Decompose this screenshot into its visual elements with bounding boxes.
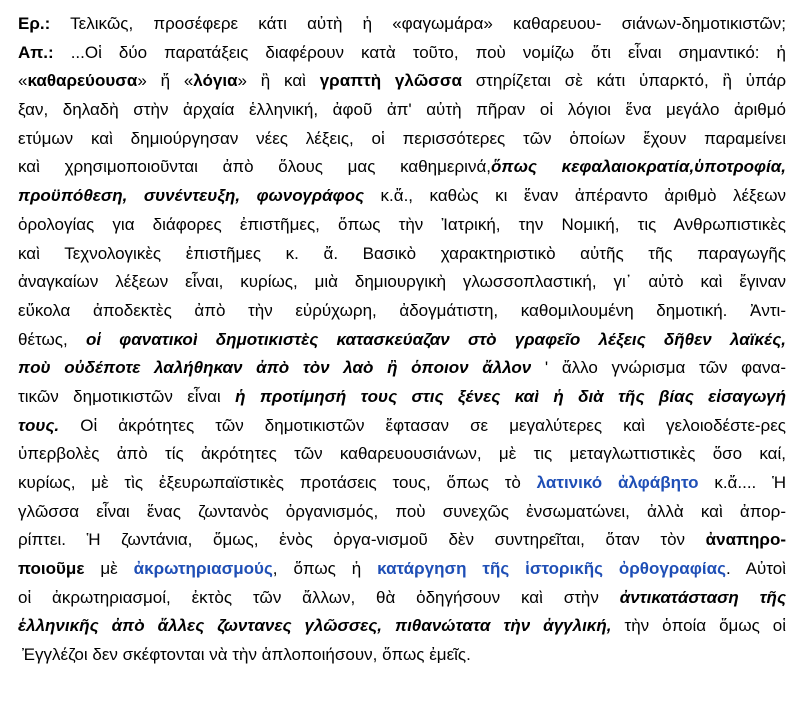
bold-italic-text: ἡ προτίμησή τους στις ξένες καὶ ἡ διὰ τῆς βίας εἰσαγωγή — [235, 386, 786, 406]
body-text: « — [18, 71, 28, 91]
body-text: εὔκολα ἀποδεκτὲς ἀπὸ τὴν εὐρύχωρη, ἀδογμάτιστη, καθομιλουμένη δημοτική. Ἀντι- — [18, 300, 786, 320]
body-text: Τελικῶς, προσέφερε κάτι αὐτὴ ἡ «φαγωμάρα» καθαρευου- σιάνων-δημοτικιστῶν; — [50, 14, 786, 33]
body-text: οἱ ἀκρωτηριασμοί, ἐκτὸς τῶν ἄλλων, θὰ ὁδηγήσουν καὶ στὴν — [18, 587, 620, 607]
bold-text: γραπτὴ γλῶσσα — [319, 71, 462, 91]
body-text: γλῶσσα εἶναι ἕνας ζωντανὸς ὀργανισμός, ποὺ συνεχῶς ἐνσωματώνει, ἀλλὰ καὶ ἀπορ- — [18, 501, 786, 521]
bold-italic-text: οἱ φανατικοὶ δημοτικιστὲς κατασκεύαζαν στὸ γραφεῖο λέξεις δῆθεν λαϊκές, — [85, 329, 786, 349]
body-text: στηρίζεται σὲ κάτι ὑπαρκτό, ἢ ὑπάρ — [461, 71, 786, 91]
highlighted-term: λατινικό ἀλφάβητο — [536, 473, 699, 492]
text-line — [18, 153, 786, 182]
text-line — [18, 211, 786, 240]
body-text: ἀναγκαίων λέξεων εἶναι, κυρίως, μιὰ δημιουργικὴ γλωσσοπλαστική, γι᾽ αὐτὸ καὶ ἔγιναν — [18, 272, 786, 292]
highlighted-term: ἀκρωτηριασμούς — [133, 559, 273, 579]
text-line — [18, 383, 786, 412]
body-text: , ὅπως ἡ — [272, 559, 378, 579]
bold-italic-text: ἀντικατάσταση τῆς — [619, 587, 786, 607]
body-text: κ.ἄ.... Ἡ — [698, 473, 787, 492]
body-text: μὲ — [84, 559, 134, 579]
text-line — [18, 612, 786, 641]
text-line — [18, 354, 786, 383]
text-line — [18, 182, 786, 211]
body-text: » ἢ καὶ — [237, 71, 320, 91]
body-text: ὑπερβολὲς ἀπὸ τίς ἀκρότητες τῶν καθαρευουσιάνων, μὲ τις μεταγλωττιστικὲς ὅσο καί, — [18, 444, 786, 464]
highlighted-term: κατάργηση τῆς ἱστορικῆς ὀρθογραφίας — [377, 559, 726, 579]
text-line — [18, 469, 786, 498]
bold-text: καθαρεύουσα — [27, 71, 138, 91]
body-text: καὶ Τεχνολογικὲς ἐπιστῆμες κ. ἄ. Βασικὸ χαρακτηριστικὸ αὐτῆς τῆς παραγωγῆς — [18, 243, 786, 263]
text-line — [18, 240, 786, 269]
body-text: ξαν, δηλαδὴ στὴν ἀρχαία ἑλληνική, ἀφοῦ ἀπ' αὐτὴ πῆραν οἱ λόγιοι ἕνα μεγάλο ἀριθμό — [18, 100, 786, 120]
text-line — [18, 297, 786, 326]
body-text: ὁρολογίας για διάφορες ἐπιστῆμες, ὅπως τὴν Ἰατρική, την Νομική, τις Ανθρωπιστικὲς — [18, 214, 786, 234]
bold-text: Ερ.: — [18, 14, 51, 33]
text-line — [18, 641, 786, 670]
text-line — [18, 440, 786, 469]
text-line — [18, 67, 786, 96]
text-line — [18, 326, 786, 355]
body-text: ετύμων καὶ δημιούργησαν νέες λέξεις, οἱ περισσότερες τῶν ὁποίων ἔχουν παραμείνει — [18, 128, 786, 148]
body-text: τὴν ὁποία ὅμως οἱ — [611, 616, 786, 636]
bold-text: λόγια — [193, 71, 238, 91]
text-line — [18, 39, 786, 68]
bold-italic-text: ὅπως κεφαλαιοκρατία,ὑποτροφία, — [491, 157, 786, 177]
text-line — [18, 412, 786, 441]
bold-text: ἀναπηρο- — [705, 530, 786, 550]
text-line — [18, 584, 786, 613]
text-line — [18, 96, 786, 125]
body-text: κ.ἄ., καθὼς κι ἕναν ἀπέραντο ἀριθμὸ λέξεων — [364, 186, 786, 206]
body-text: . Αὐτοὶ — [725, 559, 786, 579]
text-line — [18, 555, 786, 584]
body-text: ...Οἱ δύο παρατάξεις διαφέρουν κατὰ τοῦτο, ποὺ νομίζω ὅτι εἶναι σημαντικό: ἡ — [53, 42, 786, 62]
text-line — [18, 498, 786, 527]
bold-italic-text: ἑλληνικῆς ἀπὸ ἄλλες ζωντανες γλῶσσες, πιθανώτατα τὴν ἀγγλική, — [18, 616, 612, 636]
body-text: τικῶν δημοτικιστῶν εἶναι — [18, 386, 236, 406]
text-line — [18, 526, 786, 555]
text-line — [18, 10, 786, 39]
text-line — [18, 125, 786, 154]
body-text: κυρίως, μὲ τὶς ἐξευρωπαϊστικὲς προτάσεις τους, ὅπως τὸ — [18, 473, 537, 492]
body-text: ' ἄλλο γνώρισμα τῶν φανα- — [531, 358, 786, 378]
body-text: θέτως, — [18, 329, 86, 349]
body-text: ρίπτει. Ἡ ζωντάνια, ὅμως, ἑνὸς ὀργα-νισμοῦ δὲν συντηρεῖται, ὅταν τὸν — [18, 530, 706, 550]
bold-italic-text: ποὺ οὐδέποτε λαλήθηκαν ἀπὸ τὸν λαὸ ἢ ὁποιον ἄλλον — [18, 358, 532, 378]
bold-text: Απ.: — [18, 42, 54, 62]
body-text: καὶ χρησιμοποιοῦνται ἀπὸ ὅλους μας καθημερινά, — [18, 157, 492, 177]
body-text: Ἐγγλέζοι δεν σκέφτονται νὰ τὴν ἁπλοποιήσουν, ὅπως ἐμεῖς. — [22, 645, 471, 665]
text-line — [18, 268, 786, 297]
bold-italic-text: προϋπόθεση, συνέντευξη, φωνογράφος — [18, 186, 364, 206]
body-text: Οἱ ἀκρότητες τῶν δημοτικιστῶν ἔφτασαν σε μεγαλύτερες καὶ γελοιοδέστε-ρες — [59, 415, 786, 435]
bold-text: ποιοῦμε — [18, 559, 85, 579]
bold-italic-text: τους. — [18, 415, 60, 435]
interview-text-body — [18, 10, 786, 670]
body-text: » ἤ « — [137, 71, 194, 91]
